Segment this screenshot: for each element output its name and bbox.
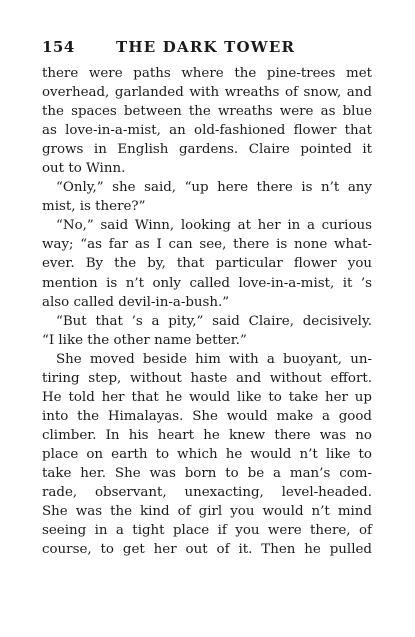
- text-line: mist, is there?”: [42, 199, 146, 215]
- text-line: mention is n’t only called love-in-a-mist, it ’s: [42, 275, 372, 291]
- text-line: also called devil-in-a-bush.”: [42, 294, 230, 310]
- text-line: She was the kind of girl you would n’t mind: [42, 504, 372, 520]
- text-line: “No,” said Winn, looking at her in a curious: [56, 218, 372, 234]
- text-line: “Only,” she said, “up here there is n’t any: [56, 180, 372, 196]
- text-line: He told her that he would like to take her up: [42, 389, 372, 405]
- text-line: seeing in a tight place if you were there, of: [42, 523, 372, 539]
- text-line: out to Winn.: [42, 161, 126, 177]
- text-line: “I like the other name better.”: [42, 332, 247, 348]
- text-line: place on earth to which he would n’t like to: [42, 446, 372, 462]
- text-line: ever. By the by, that particular flower you: [42, 256, 372, 272]
- page-number: 154: [42, 38, 75, 56]
- body-text: [42, 64, 372, 559]
- text-line: She moved beside him with a buoyant, un-: [56, 351, 372, 367]
- text-line: there were paths where the pine-trees met: [42, 66, 372, 81]
- running-title: THE DARK TOWER: [116, 38, 296, 56]
- text-line: tiring step, without haste and without effort.: [42, 370, 372, 386]
- text-line: “But that ’s a pity,” said Claire, decisively.: [56, 313, 372, 329]
- text-line: course, to get her out of it. Then he pulled: [42, 542, 372, 558]
- text-line: the spaces between the wreaths were as blue: [42, 104, 372, 120]
- text-line: climber. In his heart he knew there was no: [42, 427, 372, 443]
- text-line: grows in English gardens. Claire pointed it: [42, 142, 372, 158]
- text-line: as love-in-a-mist, an old-fashioned flower that: [42, 123, 372, 139]
- text-line: overhead, garlanded with wreaths of snow, and: [42, 85, 372, 101]
- text-line: way; “as far as I can see, there is none what-: [42, 237, 372, 253]
- text-line: into the Himalayas. She would make a good: [42, 408, 372, 424]
- text-line: take her. She was born to be a man’s com-: [42, 465, 372, 481]
- page-header: [42, 38, 372, 58]
- text-line: rade, observant, unexacting, level-headed.: [42, 485, 372, 501]
